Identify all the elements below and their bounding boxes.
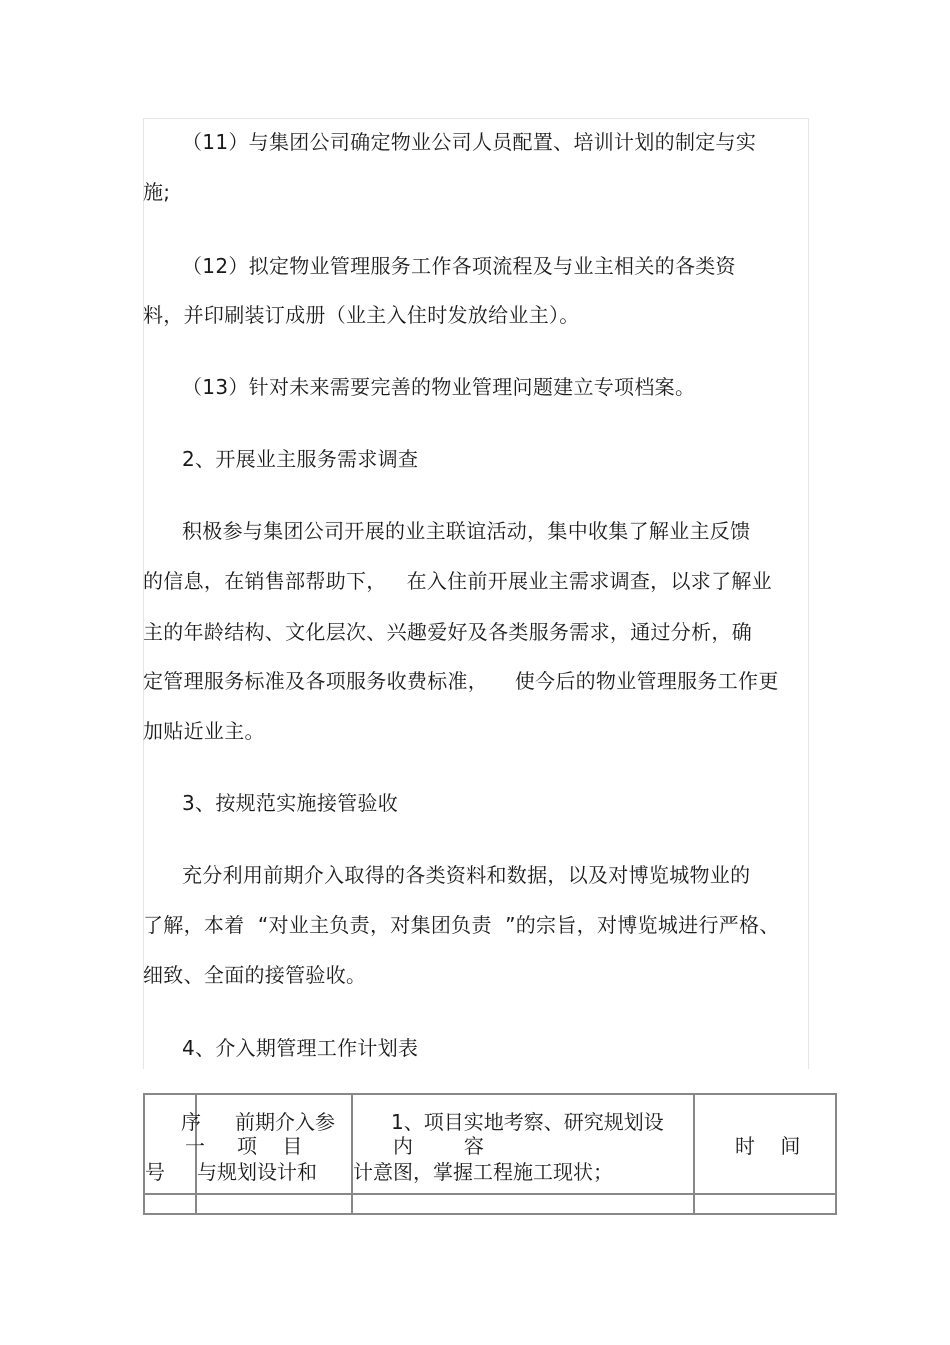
cell-content-line-3: 计意图，掌握工程施工现状； bbox=[353, 1160, 613, 1184]
table-cell-empty bbox=[694, 1194, 836, 1214]
cell-project-line-1: 前期介入参 bbox=[235, 1110, 335, 1134]
cell-number-top: 序 bbox=[181, 1110, 201, 1134]
section-heading-4: 4、介入期管理工作计划表 bbox=[182, 1036, 419, 1060]
table-row bbox=[144, 1094, 836, 1194]
cell-time-label: 时 间 bbox=[735, 1134, 801, 1158]
cell-project-line-2: 项 目 bbox=[237, 1134, 303, 1158]
table-row bbox=[144, 1194, 836, 1214]
acceptance-paragraph-line-3: 细致、全面的接管验收。 bbox=[143, 963, 367, 987]
table-cell-number bbox=[144, 1094, 205, 1194]
table-cell-time bbox=[694, 1094, 836, 1194]
work-plan-table bbox=[143, 1093, 837, 1215]
table-cell-empty bbox=[144, 1194, 196, 1214]
cell-content-line-1: 1、项目实地考察、研究规划设 bbox=[391, 1110, 664, 1134]
acceptance-paragraph-line-2: 了解，本着 “对业主负责，对集团负责 ”的宗旨，对博览城进行严格、 bbox=[143, 913, 780, 937]
paragraph-11-line-2: 施; bbox=[143, 180, 171, 204]
survey-paragraph-line-4: 定管理服务标准及各项服务收费标准， 使今后的物业管理服务工作更 bbox=[143, 669, 779, 693]
section-heading-2: 2、开展业主服务需求调查 bbox=[182, 447, 419, 471]
survey-paragraph-line-1: 积极参与集团公司开展的业主联谊活动，集中收集了解业主反馈 bbox=[182, 519, 751, 543]
acceptance-paragraph-line-1: 充分利用前期介入取得的各类资料和数据，以及对博览城物业的 bbox=[182, 863, 751, 887]
survey-paragraph-line-5: 加贴近业主。 bbox=[143, 719, 265, 743]
cell-number-mid: 一 bbox=[185, 1134, 205, 1158]
table-cell-empty bbox=[196, 1194, 352, 1214]
paragraph-11-line-1: （11）与集团公司确定物业公司人员配置、培训计划的制定与实 bbox=[182, 130, 757, 154]
cell-project-line-3: 与规划设计和 bbox=[197, 1160, 317, 1184]
section-heading-3: 3、按规范实施接管验收 bbox=[182, 791, 399, 815]
table-cell-content bbox=[352, 1094, 694, 1194]
table-cell-empty bbox=[352, 1194, 694, 1214]
table-cell-project bbox=[196, 1094, 352, 1194]
paragraph-13-line-1: （13）针对未来需要完善的物业管理问题建立专项档案。 bbox=[182, 375, 696, 399]
survey-paragraph-line-3: 主的年龄结构、文化层次、兴趣爱好及各类服务需求，通过分析，确 bbox=[143, 620, 752, 644]
paragraph-12-line-1: （12）拟定物业管理服务工作各项流程及与业主相关的各类资 bbox=[182, 254, 736, 278]
cell-number-bottom: 号 bbox=[145, 1160, 165, 1184]
cell-content-line-2: 内 容 bbox=[393, 1134, 484, 1158]
paragraph-12-line-2: 料，并印刷装订成册（业主入住时发放给业主）。 bbox=[143, 303, 580, 327]
survey-paragraph-line-2: 的信息，在销售部帮助下， 在入住前开展业主需求调查，以求了解业 bbox=[143, 569, 772, 593]
